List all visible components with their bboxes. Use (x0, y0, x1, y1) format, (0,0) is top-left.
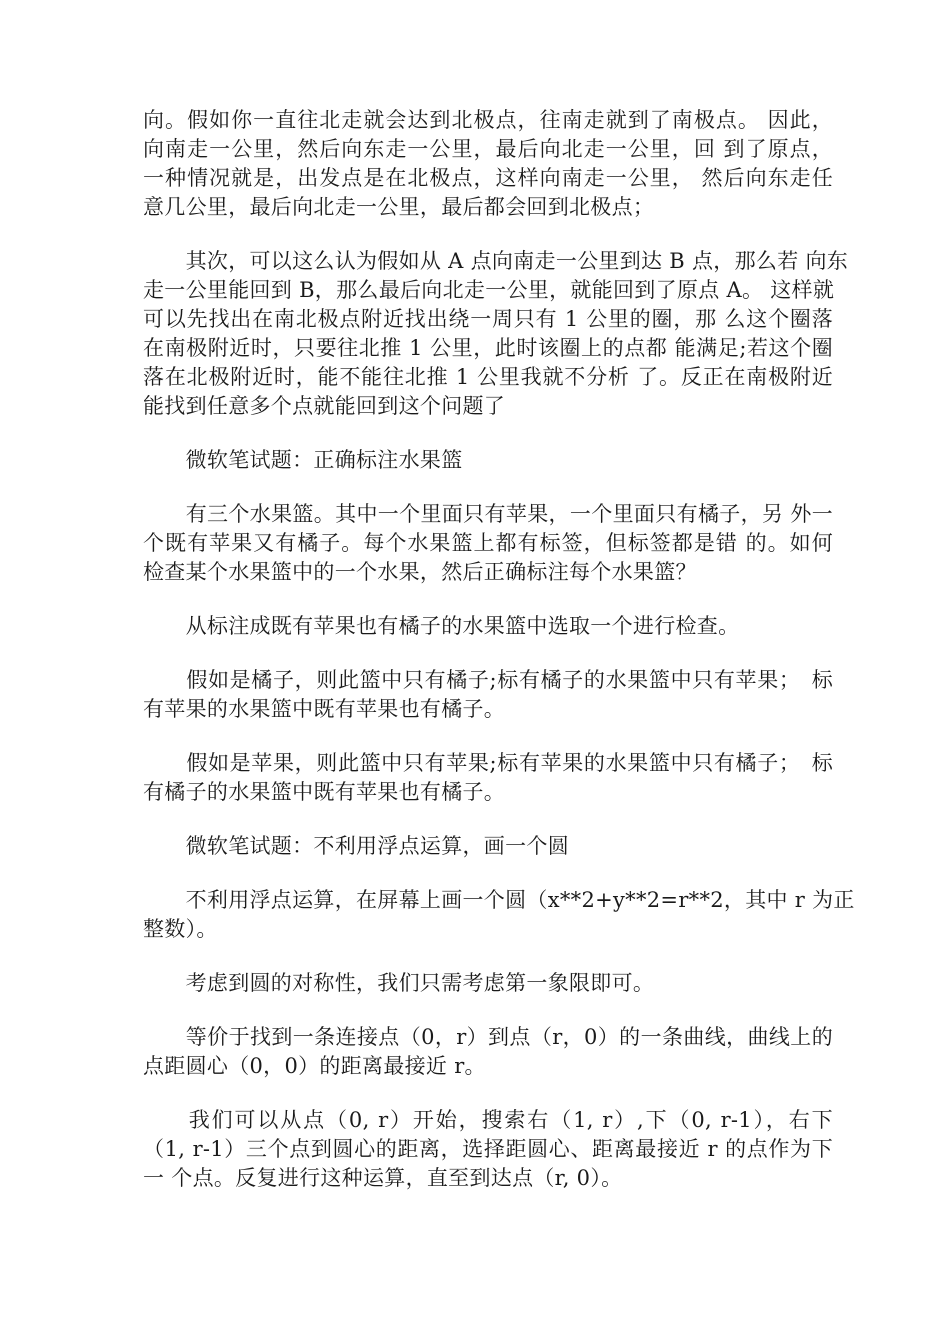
text-line: 从标注成既有苹果也有橘子的水果篮中选取一个进行检查。 (143, 614, 740, 638)
paragraph-fruit-orange-case (143, 666, 833, 724)
paragraph-fruit-method (143, 612, 833, 641)
text-line: 有橘子的水果篮中既有苹果也有橘子。 (143, 780, 506, 804)
text-line: 微软笔试题：正确标注水果篮 (143, 448, 463, 472)
heading-fruit-basket (143, 446, 833, 475)
paragraph-fruit-apple-case (143, 749, 833, 807)
text-line: 假如是橘子，则此篮中只有橘子;标有橘子的水果篮中只有苹果； 标 (143, 668, 833, 692)
text-line: 检查某个水果篮中的一个水果，然后正确标注每个水果篮？ (143, 560, 697, 584)
text-line: 一 个点。反复进行这种运算，直至到达点（r, 0）。 (143, 1166, 623, 1190)
paragraph-circle-search (143, 1106, 833, 1193)
paragraph-poles-second (143, 247, 849, 421)
text-line: 有苹果的水果篮中既有苹果也有橘子。 (143, 697, 506, 721)
text-line: 考虑到圆的对称性，我们只需考虑第一象限即可。 (143, 971, 655, 995)
paragraph-circle-curve (143, 1023, 833, 1081)
text-line: 可以先找出在南北极点附近找出绕一周只有 1 公里的圈，那 么这个圈落 (143, 307, 833, 331)
text-line: 不利用浮点运算，在屏幕上画一个圆（x**2+y**2=r**2，其中 r 为正 (143, 888, 855, 912)
text-line: 其次，可以这么认为假如从 A 点向南走一公里到达 B 点，那么若 向东 (143, 249, 849, 273)
paragraph-circle-symmetry (143, 969, 833, 998)
text-line: 整数）。 (143, 917, 218, 941)
text-line: 能找到任意多个点就能回到这个问题了 (143, 394, 506, 418)
text-line: 我们可以从点（0, r）开始，搜索右（1, r）,下（0, r-1），右下 (143, 1108, 833, 1132)
text-line: 微软笔试题：不利用浮点运算，画一个圆 (143, 834, 569, 858)
text-line: 有三个水果篮。其中一个里面只有苹果，一个里面只有橘子，另 外一 (143, 502, 833, 526)
text-line: 向。假如你一直往北走就会达到北极点，往南走就到了南极点。 因此， (143, 108, 833, 132)
paragraph-poles-intro (143, 106, 833, 222)
text-line: 向南走一公里，然后向东走一公里，最后向北走一公里，回 到了原点， (143, 137, 833, 161)
text-line: 走一公里能回到 B，那么最后向北走一公里，就能回到了原点 A。 这样就 (143, 278, 835, 302)
text-line: 意几公里，最后向北走一公里，最后都会回到北极点； (143, 195, 655, 219)
paragraph-circle-question (143, 886, 855, 944)
text-line: 个既有苹果又有橘子。每个水果篮上都有标签，但标签都是错 的。如何 (143, 531, 833, 555)
text-line: （1, r-1）三个点到圆心的距离，选择距圆心、距离最接近 r 的点作为下 (143, 1137, 833, 1161)
text-line: 在南极附近时，只要往北推 1 公里，此时该圈上的点都 能满足;若这个圈 (143, 336, 833, 360)
text-line: 一种情况就是，出发点是在北极点，这样向南走一公里， 然后向东走任 (143, 166, 833, 190)
document-body (143, 106, 855, 1218)
text-line: 点距圆心（0，0）的距离最接近 r。 (143, 1054, 486, 1078)
text-line: 等价于找到一条连接点（0，r）到点（r，0）的一条曲线，曲线上的 (143, 1025, 833, 1049)
paragraph-fruit-question (143, 500, 833, 587)
text-line: 落在北极附近时，能不能往北推 1 公里我就不分析 了。反正在南极附近 (143, 365, 833, 389)
heading-draw-circle (143, 832, 833, 861)
text-line: 假如是苹果，则此篮中只有苹果;标有苹果的水果篮中只有橘子； 标 (143, 751, 833, 775)
